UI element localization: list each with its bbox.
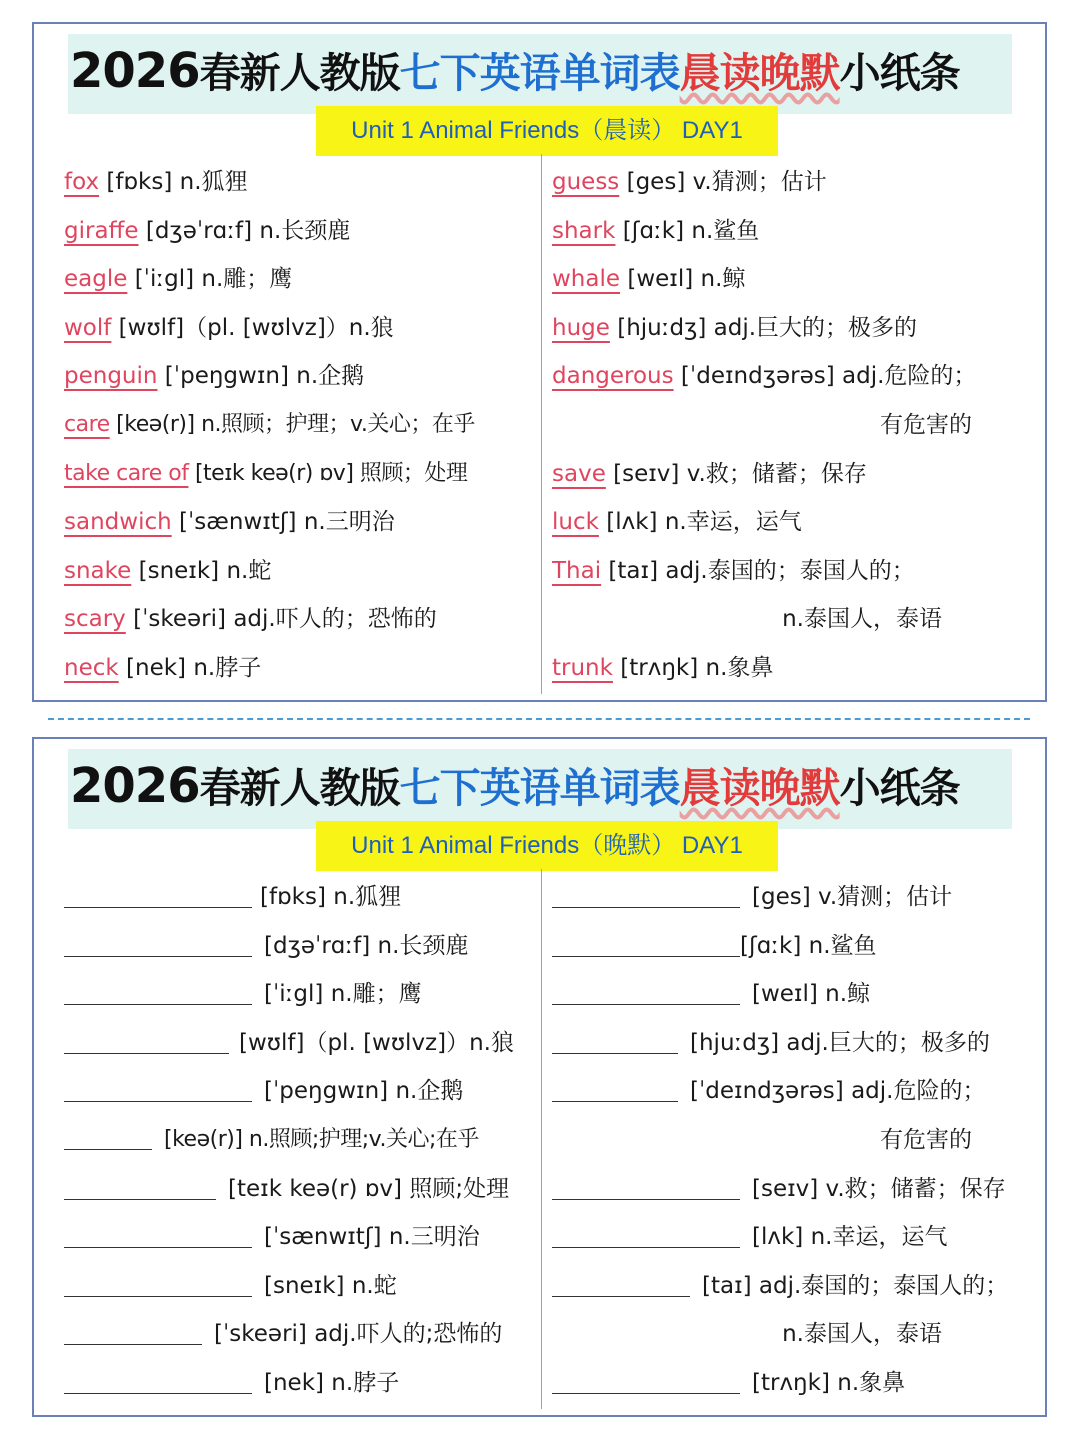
vocab-row (64, 644, 536, 693)
vocab-word: take care of (64, 460, 189, 486)
vocab-definition: [dʒəˈrɑːf] n.长颈鹿 (138, 217, 351, 244)
answer-blank[interactable] (64, 1361, 252, 1394)
dictation-row (64, 1019, 536, 1068)
vocab-definition: [fɒks] n.狐狸 (260, 884, 402, 910)
vocab-word: Thai (552, 557, 602, 584)
vocab-definition: [weɪl] n.鲸 (752, 981, 871, 1008)
title-part2: 七下英语单词表 (399, 764, 680, 812)
dictation-row (552, 922, 1042, 971)
morning-card (32, 22, 1047, 702)
vocab-definition: [nek] n.脖子 (264, 1369, 400, 1396)
dictation-row (552, 873, 1042, 922)
evening-left-column (64, 873, 536, 1408)
answer-blank[interactable] (552, 924, 740, 957)
vocab-definition: [teɪk keə(r) ɒv] 照顾；处理 (188, 460, 468, 486)
dictation-row (552, 970, 1042, 1019)
answer-blank[interactable] (552, 1021, 678, 1054)
vocab-definition: 有危害的 (880, 411, 972, 438)
column-divider (541, 869, 542, 1409)
title-part3: 晨读晚默 (679, 764, 840, 812)
vocab-word: eagle (64, 266, 128, 293)
answer-blank[interactable] (552, 1069, 678, 1102)
vocab-row (552, 158, 1042, 207)
answer-blank[interactable] (552, 875, 740, 908)
vocab-definition: n.泰国人，泰语 (782, 606, 942, 633)
vocab-definition: [keə(r)] n.照顾；护理；v.关心；在乎 (109, 411, 475, 437)
answer-blank[interactable] (552, 972, 740, 1005)
vocab-word: shark (552, 217, 616, 244)
unit-label: Unit 1 Animal Friends（晚默） DAY1 (316, 821, 778, 871)
vocab-continuation (552, 595, 1042, 644)
vocab-word: trunk (552, 654, 613, 681)
dictation-row (64, 1213, 536, 1262)
vocab-definition: [seɪv] v.救；储蓄；保存 (605, 460, 867, 487)
dictation-row (64, 873, 536, 922)
vocab-definition: [wʊlf]（pl. [wʊlvz]）n.狼 (239, 1029, 514, 1056)
answer-blank[interactable] (552, 1167, 740, 1200)
vocab-definition: [nek] n.脖子 (118, 654, 262, 681)
vocab-word: guess (552, 169, 620, 195)
vocab-row (552, 644, 1042, 693)
vocab-row (64, 498, 536, 547)
vocab-row (552, 352, 1042, 401)
answer-blank[interactable] (552, 1264, 690, 1297)
vocab-definition: [ges] v.猜测；估计 (752, 884, 953, 910)
answer-blank[interactable] (64, 1117, 152, 1150)
vocab-continuation (552, 1116, 1042, 1165)
vocab-definition: 有危害的 (880, 1126, 972, 1153)
vocab-word: neck (64, 654, 119, 681)
vocab-definition: [weɪl] n.鲸 (620, 266, 746, 293)
vocab-definition: [seɪv] v.救；储蓄；保存 (752, 1175, 1006, 1202)
evening-right-column (552, 873, 1042, 1408)
vocab-row (64, 255, 536, 304)
vocab-definition: [ˈskeəri] adj.吓人的；恐怖的 (125, 606, 437, 633)
vocab-row (64, 547, 536, 596)
morning-right-column (552, 158, 1042, 693)
vocab-continuation (552, 1310, 1042, 1359)
answer-blank[interactable] (64, 1167, 216, 1200)
column-divider (541, 154, 542, 694)
vocab-definition: [trʌŋk] n.象鼻 (612, 654, 774, 681)
vocab-definition: [dʒəˈrɑːf] n.长颈鹿 (264, 932, 469, 959)
vocab-row (552, 207, 1042, 256)
vocab-definition: [keə(r)] n.照顾;护理;v.关心;在乎 (164, 1126, 479, 1152)
dictation-row (64, 1262, 536, 1311)
title-part4: 小纸条 (839, 764, 960, 812)
dictation-row (552, 1262, 1042, 1311)
title-year: 2026 (70, 43, 200, 99)
vocab-word: sandwich (64, 509, 172, 536)
vocab-word: giraffe (64, 217, 139, 244)
dictation-row (552, 1165, 1042, 1214)
vocab-definition: [ˈdeɪndʒərəs] adj.危险的； (673, 363, 977, 390)
dictation-row (552, 1213, 1042, 1262)
vocab-word: wolf (64, 314, 112, 341)
vocab-row (552, 304, 1042, 353)
vocab-word: save (552, 460, 606, 487)
dictation-row (64, 1310, 536, 1359)
vocab-definition: [hjuːdʒ] adj.巨大的；极多的 (690, 1029, 990, 1056)
vocab-row (64, 595, 536, 644)
vocab-row (552, 450, 1042, 499)
page-title (70, 753, 960, 821)
vocab-definition: [fɒks] n.狐狸 (99, 169, 248, 195)
dictation-row (64, 1116, 536, 1165)
vocab-definition: [ʃɑːk] n.鲨鱼 (740, 932, 877, 959)
answer-blank[interactable] (64, 1312, 202, 1345)
vocab-row (552, 255, 1042, 304)
vocab-definition: [sneɪk] n.蛇 (264, 1272, 397, 1299)
vocab-definition: [wʊlf]（pl. [wʊlvz]）n.狼 (111, 314, 394, 341)
vocab-definition: [hjuːdʒ] adj.巨大的；极多的 (609, 314, 918, 341)
vocab-definition: [ˈpeŋgwɪn] n.企鹅 (157, 363, 365, 390)
answer-blank[interactable] (64, 924, 252, 957)
vocab-row (552, 498, 1042, 547)
vocab-definition: [ˈiːgl] n.雕；鹰 (264, 981, 422, 1008)
vocab-word: penguin (64, 363, 158, 390)
title-part1: 春新人教版 (199, 764, 400, 812)
vocab-definition: [lʌk] n.幸运，运气 (598, 509, 802, 536)
cut-line (48, 718, 1030, 720)
answer-blank[interactable] (64, 1021, 229, 1054)
page-title (70, 38, 960, 106)
vocab-row (64, 158, 536, 207)
vocab-definition: [ˈpeŋgwɪn] n.企鹅 (264, 1078, 464, 1105)
vocab-word: whale (552, 266, 621, 293)
vocab-definition: [lʌk] n.幸运，运气 (752, 1224, 948, 1251)
title-part3: 晨读晚默 (679, 49, 840, 97)
vocab-row (64, 304, 536, 353)
evening-card (32, 737, 1047, 1417)
vocab-definition: [sneɪk] n.蛇 (131, 557, 272, 584)
dictation-row (64, 1067, 536, 1116)
answer-blank[interactable] (64, 875, 252, 908)
vocab-row (552, 547, 1042, 596)
vocab-word: scary (64, 606, 126, 633)
answer-blank[interactable] (64, 972, 252, 1005)
vocab-definition: [trʌŋk] n.象鼻 (752, 1369, 906, 1396)
answer-blank[interactable] (64, 1264, 252, 1297)
unit-label: Unit 1 Animal Friends（晨读） DAY1 (316, 106, 778, 156)
vocab-definition: [ˈskeəri] adj.吓人的;恐怖的 (214, 1321, 503, 1348)
vocab-word: care (64, 411, 110, 437)
dictation-row (64, 922, 536, 971)
vocab-row (64, 401, 536, 450)
vocab-definition: n.泰国人，泰语 (782, 1321, 942, 1348)
vocab-row (64, 207, 536, 256)
answer-blank[interactable] (552, 1215, 740, 1248)
title-part4: 小纸条 (839, 49, 960, 97)
vocab-definition: [ˈsænwɪtʃ] n.三明治 (264, 1224, 480, 1251)
dictation-row (64, 1359, 536, 1408)
vocab-definition: [ˈsænwɪtʃ] n.三明治 (171, 509, 395, 536)
vocab-definition: [teɪk keə(r) ɒv] 照顾;处理 (228, 1175, 510, 1202)
title-part2: 七下英语单词表 (399, 49, 680, 97)
vocab-word: luck (552, 509, 599, 536)
title-part1: 春新人教版 (199, 49, 400, 97)
answer-blank[interactable] (64, 1215, 252, 1248)
vocab-word: fox (64, 169, 100, 195)
vocab-word: huge (552, 314, 610, 341)
answer-blank[interactable] (64, 1069, 252, 1102)
title-year: 2026 (70, 758, 200, 814)
dictation-row (552, 1019, 1042, 1068)
vocab-definition: [taɪ] adj.泰国的；泰国人的； (601, 557, 915, 584)
vocab-row (64, 450, 536, 499)
vocab-definition: [ˈdeɪndʒərəs] adj.危险的； (690, 1078, 986, 1105)
vocab-word: dangerous (552, 363, 674, 390)
answer-blank[interactable] (552, 1361, 740, 1394)
morning-left-column (64, 158, 536, 693)
vocab-word: snake (64, 557, 132, 584)
dictation-row (552, 1067, 1042, 1116)
vocab-definition: [ʃɑːk] n.鲨鱼 (615, 217, 760, 244)
vocab-definition: [taɪ] adj.泰国的；泰国人的； (702, 1272, 1009, 1299)
vocab-definition: [ges] v.猜测；估计 (619, 169, 827, 195)
vocab-definition: [ˈiːgl] n.雕；鹰 (127, 266, 293, 293)
vocab-continuation (552, 401, 1042, 450)
dictation-row (64, 1165, 536, 1214)
dictation-row (552, 1359, 1042, 1408)
vocab-row (64, 352, 536, 401)
dictation-row (64, 970, 536, 1019)
